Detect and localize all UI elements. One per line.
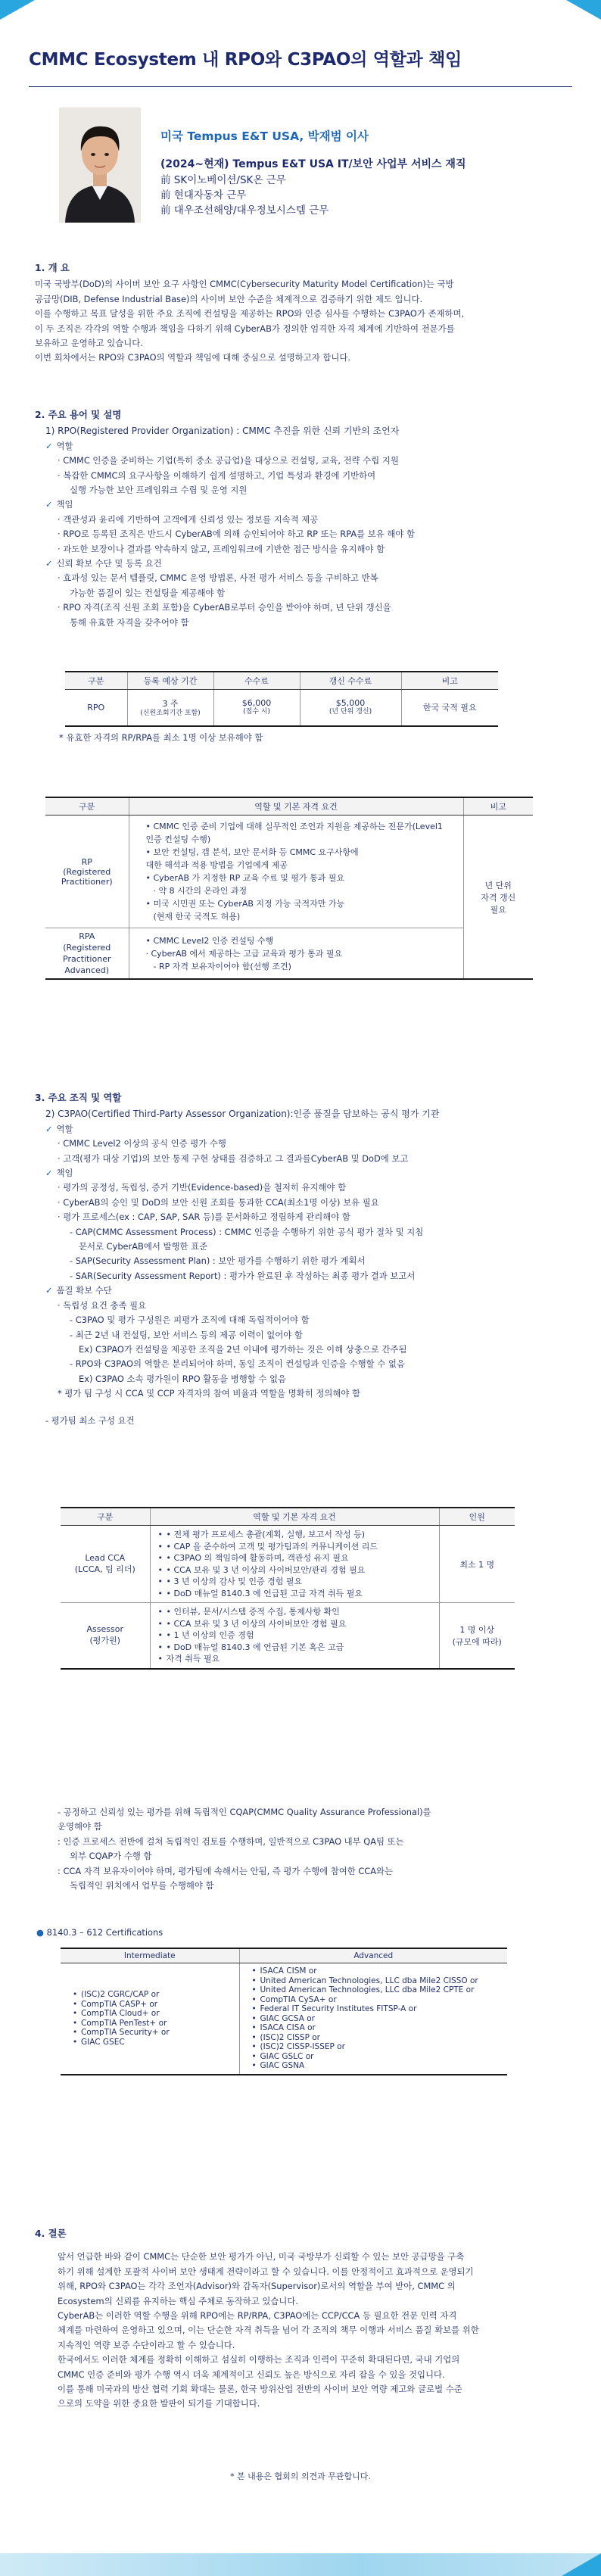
list-item: - 최근 2년 내 컨설팅, 보안 서비스 등의 제공 이력이 없어야 함 bbox=[70, 1329, 303, 1340]
cqap-block bbox=[35, 1805, 542, 1893]
list-item: · 평가의 공정성, 독립성, 증거 기반(Evidence-based)을 철저히 유지해야 함 bbox=[58, 1182, 347, 1193]
profile-past-item: 前 대우조선해양/대우정보시스템 근무 bbox=[160, 204, 329, 217]
table-cell bbox=[61, 1963, 239, 2075]
section-conclusion bbox=[35, 2226, 542, 2412]
list-item: - CAP(CMMC Assessment Process) : CMMC 인증을 수행하기 위한 공식 평가 절차 및 지침 bbox=[70, 1226, 424, 1237]
list-item: 통해 유효한 자격을 갖추어야 함 bbox=[70, 616, 189, 628]
list-item: 실행 가능한 보안 프레임워크 수립 및 운영 지원 bbox=[70, 485, 248, 496]
paragraph-line: 미국 국방부(DoD)의 사이버 보안 요구 사항인 CMMC(Cybersecurity Maturity Model Certification)는 국방 bbox=[35, 279, 454, 290]
section-heading: 1. 개 요 bbox=[35, 262, 70, 273]
list-item: · 고객(평가 대상 기업)의 보안 통제 구현 상태를 검증하고 그 결과를CyberAB 및 DoD에 보고 bbox=[58, 1152, 409, 1164]
list-item: - SAR(Security Assessment Report) : 평가가 완료된 후 작성하는 최종 평가 결과 보고서 bbox=[70, 1270, 416, 1281]
paragraph-line: 이를 통해 미국과의 방산 협력 기회 확대는 물론, 한국 방위산업 전반의 사이버 보안 역량 제고와 글로벌 수준 bbox=[58, 2384, 462, 2395]
list-item: • • 인터뷰, 문서/시스템 증적 수집, 통제사항 확인 bbox=[158, 1606, 431, 1618]
list-item: • • DoD 매뉴얼 8140.3 에 언급된 기본 혹은 고급 bbox=[158, 1642, 431, 1654]
table-cell: 1 명 이상 (규모에 따라) bbox=[439, 1603, 515, 1669]
table-cell: RPO bbox=[65, 690, 127, 726]
list-item: • CompTIA CASP+ or bbox=[73, 2000, 227, 2010]
list-item: • CompTIA Security+ or bbox=[73, 2028, 227, 2038]
list-item: • ISACA CISA or bbox=[252, 2023, 496, 2033]
certification-table bbox=[61, 1948, 507, 2075]
table-cell: Lead CCA (LCCA, 팀 리더) bbox=[61, 1526, 150, 1603]
list-item: • • C3PAO 의 책임하에 활동하며, 객관성 유지 필요 bbox=[158, 1552, 431, 1564]
list-item: • • CAP 을 준수하여 고객 및 평가팀과의 커뮤니케이션 리드 bbox=[158, 1541, 431, 1553]
table-header: 구분 bbox=[45, 797, 129, 816]
list-item: • CMMC Level2 인증 컨설팅 수행 bbox=[145, 935, 274, 946]
list-item: Ex) C3PAO 소속 평가원이 RPO 활동을 병행할 수 없음 bbox=[79, 1373, 287, 1384]
paragraph-line: 이를 수행하고 목표 달성을 위한 주요 조직에 컨설팅을 제공하는 RPO와 인증 심사를 수행하는 C3PAO가 존재하며, bbox=[35, 308, 465, 320]
subsection-title: 1) RPO(Registered Provider Organization) : CMMC 추진을 위한 신뢰 기반의 조언자 bbox=[45, 426, 400, 437]
cell-value: $6,000 bbox=[241, 698, 272, 709]
list-item: 가능한 품질이 있는 컨설팅을 제공해야 함 bbox=[70, 587, 226, 598]
list-item: Ex) C3PAO가 컨설팅을 제공한 조직을 2년 이내에 평가하는 것은 이해 상충으로 간주됨 bbox=[79, 1343, 407, 1355]
paragraph-line: 위해, RPO와 C3PAO는 각각 조언자(Advisor)와 감독자(Supervisor)로서의 역할을 부여 받아, CMMC 의 bbox=[58, 2281, 456, 2292]
list-item: - RP 자격 보유자이어야 함(선행 조건) bbox=[153, 961, 291, 971]
paragraph-line: : CCA 자격 보유자이어야 하며, 평가팀에 속해서는 안됨, 즉 평가 수행에 참여한 CCA와는 bbox=[58, 1865, 394, 1876]
cell-note: (신원조회기간 포함) bbox=[140, 709, 201, 717]
section-organizations bbox=[35, 1090, 542, 1428]
table-cell bbox=[213, 690, 300, 726]
table-row bbox=[45, 816, 533, 928]
list-item: · 독립성 요건 충족 필요 bbox=[58, 1299, 147, 1311]
table-cell: 년 단위 자격 갱신 필요 bbox=[463, 816, 533, 980]
table-header: 갱신 수수료 bbox=[300, 672, 401, 690]
corner-decoration-top-right bbox=[566, 0, 601, 20]
evaluation-team-table bbox=[61, 1507, 515, 1670]
profile-block bbox=[160, 127, 466, 218]
list-item: • (ISC)2 CISSP-ISSEP or bbox=[252, 2042, 496, 2052]
list-item: • (ISC)2 CGRC/CAP or bbox=[73, 1990, 227, 2000]
rpo-fee-table bbox=[65, 671, 498, 727]
cell-note: (년 단위 갱신) bbox=[329, 708, 372, 716]
paragraph-line: 운영해야 함 bbox=[58, 1821, 102, 1832]
check-label: ✓ 품질 확보 수단 bbox=[35, 1283, 542, 1298]
list-item: • CMMC 인증 준비 기업에 대해 실무적인 조언과 지원을 제공하는 전문가(Level1 인증 컨설팅 수행) bbox=[145, 822, 443, 844]
table-cell bbox=[129, 816, 463, 928]
paragraph-line: 으로의 도약을 위한 중요한 발판이 되기를 기대합니다. bbox=[58, 2398, 260, 2409]
paragraph-line: 공급망(DIB, Defense Industrial Base)의 사이버 보안 수준을 체계적으로 검증하기 위한 제도 입니다. bbox=[35, 293, 423, 304]
section-heading: 2. 주요 용어 및 설명 bbox=[35, 409, 122, 420]
cell-value: $5,000 bbox=[335, 698, 366, 709]
table-header: Intermediate bbox=[61, 1948, 239, 1963]
list-item: • • 전체 평가 프로세스 총괄(계획, 실행, 보고서 작성 등) bbox=[158, 1529, 431, 1541]
list-item: • 자격 취득 필요 bbox=[158, 1653, 431, 1665]
list-item: · 평가 프로세스(ex : CAP, SAP, SAR 등)를 문서화하고 정립하게 관리해야 함 bbox=[58, 1212, 350, 1223]
paragraph-line: CMMC 인증 준비와 평가 수행 역시 더욱 체계적이고 신뢰도 높은 방식으로 자리 잡을 수 있을 것입니다. bbox=[58, 2369, 445, 2380]
profile-past-item: 前 현대자동차 근무 bbox=[160, 189, 247, 201]
rpo-note: * 유효한 자격의 RP/RPA를 최소 1명 이상 보유해야 함 bbox=[59, 732, 263, 743]
table-row bbox=[61, 1603, 515, 1669]
list-item: • GIAC GCSA or bbox=[252, 2014, 496, 2024]
list-item: • CompTIA Cloud+ or bbox=[73, 2009, 227, 2019]
paragraph-line: 하기 위해 설계한 포괄적 사이버 보안 생태계 전략이라고 할 수 있습니다. 이를 안정적이고 효과적으로 운영되기 bbox=[58, 2266, 474, 2277]
list-item: - RPO와 C3PAO의 역할은 분리되어야 하며, 동일 조직이 컨설팅과 인증을 수행할 수 없음 bbox=[70, 1358, 405, 1370]
table-cell bbox=[127, 690, 213, 726]
list-item: 대한 해석과 적용 방법을 기업에게 제공 bbox=[145, 860, 288, 870]
cert-title bbox=[36, 1927, 163, 1938]
profile-photo bbox=[59, 108, 141, 223]
list-item: · 객관성과 윤리에 기반하여 고객에게 신뢰성 있는 정보를 지속적 제공 bbox=[58, 513, 319, 525]
corner-decoration-top-left bbox=[0, 0, 35, 20]
list-item: * 평가 팀 구성 시 CCA 및 CCP 자격자의 참여 비율과 역할을 명확히 정의해야 함 bbox=[58, 1388, 360, 1399]
title-divider bbox=[29, 86, 572, 87]
disclaimer-note: * 본 내용은 협회의 의견과 무관합니다. bbox=[230, 2472, 371, 2481]
person-portrait-icon bbox=[59, 108, 141, 223]
table-cell: RPA (Registered Practitioner Advanced) bbox=[45, 928, 129, 980]
list-item: • • CCA 보유 및 3 년 이상의 사이버보안 경험 필요 bbox=[158, 1618, 431, 1630]
paragraph-line: - 공정하고 신뢰성 있는 평가를 위해 독립적인 CQAP(CMMC Quality Assurance Professional)를 bbox=[58, 1807, 431, 1817]
profile-name: 미국 Tempus E&T USA, 박재범 이사 bbox=[160, 129, 369, 143]
list-item: • CompTIA PenTest+ or bbox=[73, 2019, 227, 2029]
list-item: · RPO로 등록된 조직은 반드시 CyberAB에 의해 승인되어야 하고 RP 또는 RPA를 보유 해야 함 bbox=[58, 529, 416, 540]
list-item: · 약 8 시간의 온라인 과정 bbox=[153, 886, 248, 896]
corner-decoration-bottom-right bbox=[562, 2553, 601, 2576]
list-item: • ISACA CISM or bbox=[252, 1966, 496, 1976]
table-header: 인원 bbox=[439, 1508, 515, 1526]
cell-note: (접수 시) bbox=[243, 708, 270, 716]
subsection-title: - 평가팀 최소 구성 요건 bbox=[45, 1414, 135, 1426]
table-header: 비고 bbox=[401, 672, 498, 690]
list-item: • (ISC)2 CISSP or bbox=[252, 2033, 496, 2043]
paragraph-line: 한국에서도 이러한 체계를 정확히 이해하고 섬실히 이행하는 조직과 인력이 꾸준히 확대된다면, 국내 기업의 bbox=[58, 2354, 460, 2365]
table-row bbox=[45, 928, 533, 980]
list-item: · 과도한 보장이나 결과를 약속하지 않고, 프레임워크에 기반한 접근 방식을 유지해야 함 bbox=[58, 543, 385, 554]
list-item: · CMMC Level2 이상의 공식 인증 평가 수행 bbox=[58, 1138, 226, 1149]
list-item: • Federal IT Security Institutes FITSP-A or bbox=[252, 2004, 496, 2014]
table-header: 비고 bbox=[463, 797, 533, 816]
paragraph-line: 보유하고 운영하고 있습니다. bbox=[35, 338, 143, 349]
table-cell: RP (Registered Practitioner) bbox=[45, 816, 129, 928]
table-cell: Assessor (평가원) bbox=[61, 1603, 150, 1669]
table-header: Advanced bbox=[239, 1948, 507, 1963]
list-item: · CMMC 인증을 준비하는 기업(특히 중소 공급업)을 대상으로 컨설팅, 교육, 전략 수립 지원 bbox=[58, 455, 399, 466]
paragraph-line: 이번 회차에서는 RPO와 C3PAO의 역할과 책임에 대해 중심으로 설명하고자 합니다. bbox=[35, 352, 350, 363]
paragraph-line: : 인증 프로세스 전반에 걸쳐 독립적인 검토를 수행하며, 일반적으로 C3PAO 내부 QA팀 또는 bbox=[58, 1835, 404, 1847]
list-item: 문서로 CyberAB에서 발행한 표준 bbox=[79, 1241, 208, 1252]
table-header: 구분 bbox=[65, 672, 127, 690]
table-cell bbox=[150, 1603, 439, 1669]
list-item: • United American Technologies, LLC dba Mile2 CPTE or bbox=[252, 1985, 496, 1995]
section-heading: 4. 결론 bbox=[35, 2228, 67, 2239]
table-cell: 한국 국적 필요 bbox=[401, 690, 498, 726]
list-item: • CyberAB 가 지정한 RP 교육 수료 및 평가 통과 필요 bbox=[145, 873, 345, 883]
table-cell bbox=[150, 1526, 439, 1603]
section-overview bbox=[35, 260, 542, 366]
paragraph-line: CyberAB는 이러한 역할 수행을 위해 RPO에는 RP/RPA, C3PAO에는 CCP/CCA 등 필요한 전문 인력 자격 bbox=[58, 2310, 457, 2322]
paragraph-line: 지속적인 역량 보증 수단이라고 할 수 있습니다. bbox=[58, 2339, 235, 2350]
list-item: (현재 한국 국적도 허용) bbox=[153, 912, 241, 922]
table-cell bbox=[129, 928, 463, 980]
check-label: ✓ 신뢰 확보 수단 및 등록 요건 bbox=[35, 557, 542, 571]
list-item: • United American Technologies, LLC dba Mile2 CISSO or bbox=[252, 1976, 496, 1986]
check-label: ✓ 책임 bbox=[35, 497, 542, 512]
paragraph-line: Ecosystem의 신뢰를 유지하는 핵심 주체로 동작하고 있습니다. bbox=[58, 2295, 299, 2306]
cert-title-text: 8140.3 – 612 Certifications bbox=[46, 1927, 163, 1938]
list-item: • GIAC GSLC or bbox=[252, 2052, 496, 2062]
subsection-title: 2) C3PAO(Certified Third-Party Assessor Organization):인증 품질을 담보하는 공식 평가 기관 bbox=[45, 1109, 440, 1120]
list-item: • • 3 년 이상의 감사 및 인증 경험 필요 bbox=[158, 1576, 431, 1588]
list-item: • CompTIA CySA+ or bbox=[252, 1995, 496, 2005]
table-header: 등록 예상 기간 bbox=[127, 672, 213, 690]
list-item: · 복잡한 CMMC의 요구사항을 이해하기 쉽게 설명하고, 기업 특성과 환경에 기반하여 bbox=[58, 469, 376, 481]
list-item: · 효과성 있는 문서 템플릿, CMMC 운영 방법론, 사전 평가 서비스 등을 구비하고 반복 bbox=[58, 572, 378, 584]
check-label: ✓ 역할 bbox=[35, 1122, 542, 1137]
check-label: ✓ 역할 bbox=[35, 439, 542, 454]
section-heading: 3. 주요 조직 및 역할 bbox=[35, 1092, 122, 1103]
table-header: 역할 및 기본 자격 요건 bbox=[129, 797, 463, 816]
table-header: 수수료 bbox=[213, 672, 300, 690]
bottom-band bbox=[0, 2553, 601, 2576]
list-item: • GIAC GSEC bbox=[73, 2038, 227, 2047]
profile-past-item: 前 SK이노베이션/SK온 근무 bbox=[160, 174, 286, 186]
paragraph-line: 체계를 마련하여 운영하고 있으며, 이는 단순한 자격 취득을 넘어 각 조직의 책무 이행과 서비스 품질 확보를 위한 bbox=[58, 2325, 479, 2336]
paragraph-line: 독립적인 위치에서 업무를 수행해야 함 bbox=[70, 1880, 214, 1891]
table-header: 역할 및 기본 자격 요건 bbox=[150, 1508, 439, 1526]
table-header: 구분 bbox=[61, 1508, 150, 1526]
list-item: • 보안 컨설팅, 갭 분석, 보안 문서화 등 CMMC 요구사항에 bbox=[145, 847, 359, 857]
bullet-icon: ● bbox=[36, 1927, 44, 1938]
paragraph-line: 이 두 조직은 각각의 역할 수행과 책임을 다하기 위해 CyberAB가 정의한 엄격한 자격 체계에 기반하여 전문가를 bbox=[35, 323, 455, 334]
list-item: • 미국 시민권 또는 CyberAB 지정 가능 국적자만 가능 bbox=[145, 899, 345, 909]
paragraph-line: 앞서 언급한 바와 같이 CMMC는 단순한 보안 평가가 아닌, 미국 국방부가 신뢰할 수 있는 보안 공급망을 구축 bbox=[58, 2251, 465, 2263]
check-label: ✓ 책임 bbox=[35, 1166, 542, 1180]
rp-rpa-table bbox=[45, 797, 533, 980]
list-item: • • CCA 보유 및 3 년 이상의 사이버보안/관리 경험 필요 bbox=[158, 1564, 431, 1576]
table-cell bbox=[239, 1963, 507, 2075]
cell-value: 3 주 bbox=[162, 698, 179, 709]
list-item: · RPO 자격(조직 신원 조회 포함)을 CyberAB로부터 승인을 받아야 하며, 년 단위 갱신을 bbox=[58, 602, 391, 613]
list-item: - SAP(Security Assessment Plan) : 보안 평가를 수행하기 위한 평가 계획서 bbox=[70, 1255, 366, 1267]
list-item: - C3PAO 및 평가 구성원은 피평가 조직에 대해 독립적이어야 함 bbox=[70, 1315, 310, 1326]
table-row bbox=[65, 690, 498, 726]
page-title: CMMC Ecosystem 내 RPO와 C3PAO의 역할과 책임 bbox=[29, 50, 462, 70]
table-cell bbox=[300, 690, 401, 726]
list-item: • • 1 년 이상의 인증 경험 bbox=[158, 1629, 431, 1642]
paragraph-line: 외부 CQAP가 수행 함 bbox=[70, 1851, 152, 1862]
list-item: • GIAC GSNA bbox=[252, 2061, 496, 2071]
list-item: • • DoD 매뉴얼 8140.3 에 언급된 고급 자격 취득 필요 bbox=[158, 1588, 431, 1600]
section-terms bbox=[35, 407, 542, 630]
profile-current-role: (2024~현재) Tempus E&T USA IT/보안 사업부 서비스 재직 bbox=[160, 158, 466, 170]
table-cell: 최소 1 명 bbox=[439, 1526, 515, 1603]
table-row bbox=[61, 1963, 507, 2075]
table-row bbox=[61, 1526, 515, 1603]
list-item: · CyberAB의 승인 및 DoD의 보안 신원 조회를 통과한 CCA(최소1명 이상) 보유 필요 bbox=[58, 1196, 379, 1208]
list-item: · CyberAB 에서 제공하는 고급 교육과 평가 통과 필요 bbox=[145, 948, 343, 959]
